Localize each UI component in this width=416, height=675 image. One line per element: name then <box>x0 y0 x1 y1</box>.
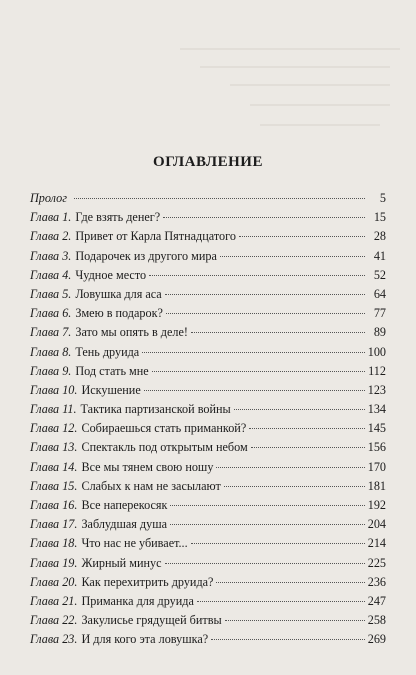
chapter-title: Под стать мне <box>75 363 149 378</box>
toc-entry <box>30 479 386 498</box>
chapter-label: Глава 22. <box>30 613 78 628</box>
dot-leader <box>216 582 364 583</box>
chapter-label: Глава 11. <box>30 402 77 417</box>
prologue-label: Пролог <box>30 191 67 205</box>
dot-leader <box>152 371 365 372</box>
toc-entry <box>30 498 386 517</box>
chapter-page: 269 <box>367 632 386 647</box>
chapter-title: Искушение <box>81 382 141 397</box>
chapter-label: Глава 19. <box>30 555 78 570</box>
chapter-title: Тактика партизанской войны <box>80 402 231 417</box>
chapter-page: 170 <box>367 459 386 474</box>
toc-entry <box>30 268 386 287</box>
dot-leader <box>144 390 365 391</box>
chapter-label: Глава 2. <box>30 229 72 244</box>
bleed-through-line <box>230 84 390 86</box>
dot-leader <box>249 428 364 429</box>
dot-leader <box>224 486 365 487</box>
chapter-page: 145 <box>367 421 386 436</box>
chapter-page: 247 <box>367 593 386 608</box>
chapter-title: Где взять денег? <box>75 210 161 225</box>
chapter-page: 204 <box>367 517 386 532</box>
chapter-label: Глава 10. <box>30 382 78 397</box>
chapter-title: Подарочек из другого мира <box>75 248 217 263</box>
toc-entry <box>30 421 386 440</box>
chapter-page: 236 <box>367 574 386 589</box>
chapter-label: Глава 9. <box>30 363 72 378</box>
toc-entry <box>30 306 386 325</box>
toc-entry <box>30 325 386 344</box>
toc-entry <box>30 345 386 364</box>
chapter-page: 258 <box>367 613 386 628</box>
dot-leader <box>191 543 365 544</box>
chapter-title: Змею в подарок? <box>75 306 163 321</box>
chapter-page: 52 <box>373 267 386 282</box>
chapter-title: Собираешься стать приманкой? <box>81 421 247 436</box>
dot-leader <box>191 332 365 333</box>
dot-leader <box>149 275 365 276</box>
toc-entry <box>30 536 386 555</box>
dot-leader <box>234 409 365 410</box>
toc-entry <box>30 632 386 651</box>
chapter-page: 123 <box>367 382 386 397</box>
chapter-label: Глава 13. <box>30 440 78 455</box>
dot-leader <box>197 601 365 602</box>
chapter-label: Глава 3. <box>30 248 72 263</box>
bleed-through-line <box>260 124 380 126</box>
dot-leader <box>239 236 365 237</box>
chapter-title: Чудное место <box>75 267 147 282</box>
dot-leader <box>216 467 364 468</box>
chapter-label: Глава 23. <box>30 632 78 647</box>
chapter-page: 15 <box>373 210 386 225</box>
chapter-title: Жирный минус <box>81 555 162 570</box>
chapter-title: Заблудшая душа <box>81 517 167 532</box>
chapter-page: 225 <box>367 555 386 570</box>
chapter-title: И для кого эта ловушка? <box>81 632 209 647</box>
chapter-page: 100 <box>367 344 386 359</box>
toc-entry <box>30 613 386 632</box>
bleed-through-line <box>180 48 400 50</box>
chapter-label: Глава 15. <box>30 478 78 493</box>
table-of-contents <box>30 191 386 652</box>
chapter-title: Слабых к нам не засылают <box>81 478 221 493</box>
chapter-title: Все наперекосяк <box>81 498 168 512</box>
dot-leader <box>170 524 365 525</box>
chapter-title: Ловушка для аса <box>75 286 162 301</box>
toc-entry <box>30 517 386 536</box>
chapter-page: 192 <box>367 498 386 512</box>
toc-entry <box>30 210 386 229</box>
toc-entry <box>30 383 386 402</box>
bleed-through-line <box>200 66 390 68</box>
chapter-page: 41 <box>373 248 386 263</box>
toc-entry <box>30 440 386 459</box>
chapter-page: 28 <box>373 229 386 244</box>
dot-leader <box>74 198 365 199</box>
chapter-label: Глава 16. <box>30 498 78 512</box>
chapter-page: 214 <box>367 536 386 551</box>
chapter-title: Тень друида <box>75 344 140 359</box>
chapter-page: 89 <box>373 325 386 340</box>
chapter-page: 134 <box>367 402 386 417</box>
chapter-title: Что нас не убивает... <box>81 536 188 551</box>
chapter-title: Спектакль под открытым небом <box>81 440 248 455</box>
toc-entry <box>30 594 386 613</box>
chapter-title: Как перехитрить друида? <box>81 574 214 589</box>
dot-leader <box>163 217 365 218</box>
chapter-label: Глава 7. <box>30 325 72 340</box>
chapter-page: 181 <box>367 478 386 493</box>
chapter-label: Глава 21. <box>30 593 78 608</box>
chapter-page: 77 <box>373 306 386 321</box>
chapter-label: Глава 12. <box>30 421 78 436</box>
dot-leader <box>220 256 365 257</box>
chapter-label: Глава 5. <box>30 286 72 301</box>
dot-leader <box>166 313 365 314</box>
dot-leader <box>165 563 365 564</box>
chapter-title: Приманка для друида <box>81 593 194 608</box>
chapter-title: Привет от Карла Пятнадцатого <box>75 229 236 244</box>
chapter-page: 112 <box>368 363 386 378</box>
dot-leader <box>142 352 364 353</box>
toc-entry <box>30 556 386 575</box>
bleed-through-line <box>250 104 390 106</box>
toc-entry <box>30 287 386 306</box>
chapter-title: Закулисье грядущей битвы <box>81 613 222 628</box>
chapter-label: Глава 17. <box>30 517 78 532</box>
dot-leader <box>165 294 365 295</box>
chapter-page: 64 <box>373 286 386 301</box>
chapter-label: Глава 4. <box>30 267 72 282</box>
toc-entry-prologue <box>30 191 386 210</box>
dot-leader <box>251 447 365 448</box>
chapter-label: Глава 18. <box>30 536 78 551</box>
toc-entry <box>30 249 386 268</box>
chapter-label: Глава 8. <box>30 344 72 359</box>
toc-entry <box>30 364 386 383</box>
chapter-label: Глава 6. <box>30 306 72 321</box>
dot-leader <box>225 620 365 621</box>
prologue-page: 5 <box>379 191 386 205</box>
chapter-label: Глава 14. <box>30 459 78 474</box>
chapter-title: Все мы тянем свою ношу <box>81 459 214 474</box>
toc-entry <box>30 229 386 248</box>
toc-heading: ОГЛАВЛЕНИЕ <box>153 154 263 170</box>
chapter-label: Глава 1. <box>30 210 72 225</box>
toc-entry <box>30 575 386 594</box>
dot-leader <box>170 505 364 506</box>
toc-entry <box>30 402 386 421</box>
chapter-label: Глава 20. <box>30 574 78 589</box>
chapter-title: Зато мы опять в деле! <box>75 325 188 340</box>
chapter-page: 156 <box>367 440 386 455</box>
toc-entry <box>30 460 386 479</box>
dot-leader <box>211 639 365 640</box>
